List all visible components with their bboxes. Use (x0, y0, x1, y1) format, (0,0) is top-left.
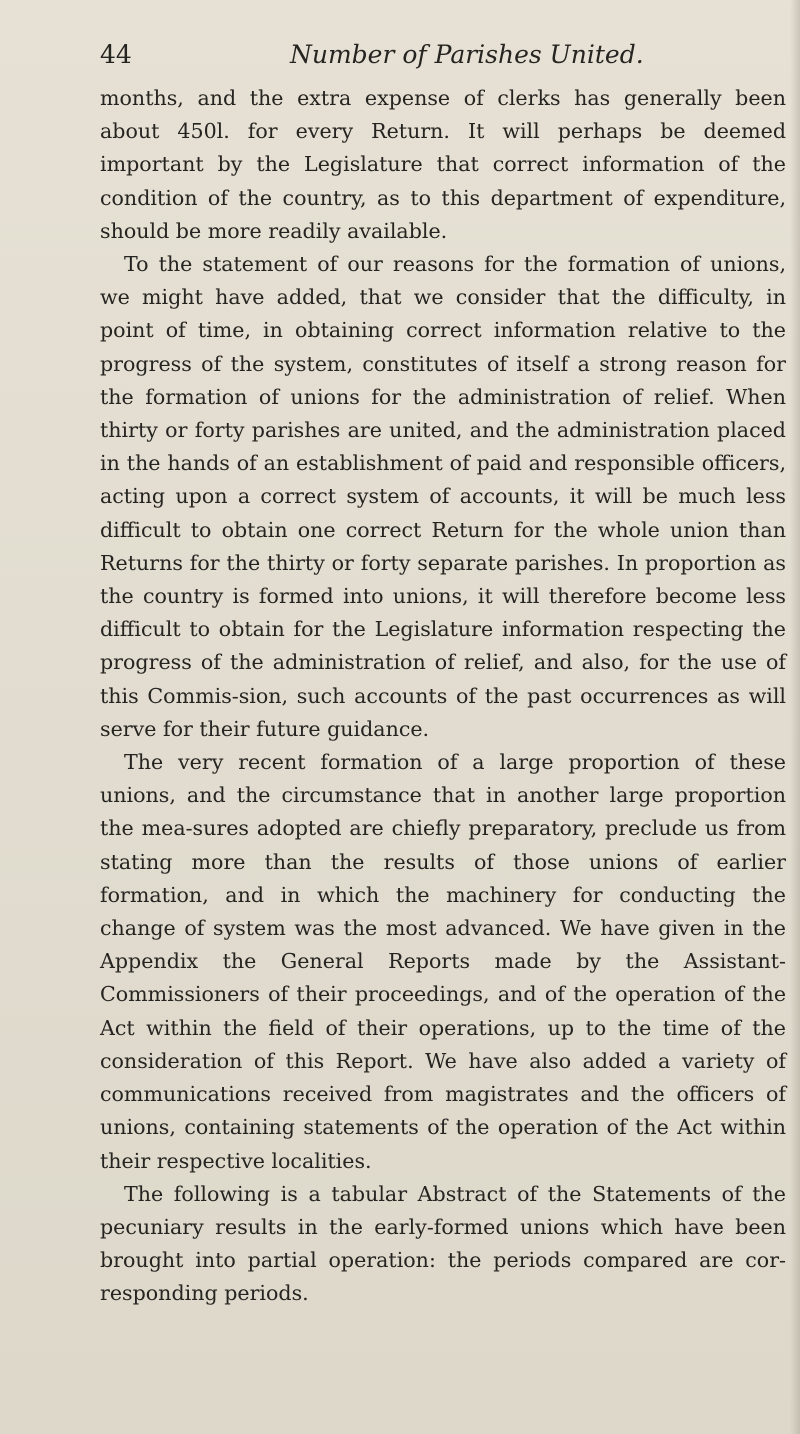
paragraph-1: months, and the extra expense of clerks has generally been about 450l. for every Return. It will perhaps be deemed important by the Legislature that correct information of the condition of the country, as to this department of expenditure, should be more readily available. (100, 86, 786, 243)
page-edge-shadow (790, 0, 800, 1434)
page-header (100, 40, 786, 70)
paragraph-2: To the statement of our reasons for the formation of unions, we might have added, that we consider that the difficulty, in point of time, in obtaining correct information relative to the progress of the system, constitutes of itself a strong reason for the formation of unions for the administration of relief. When thirty or forty parishes are united, and the administration placed in the hands of an establishment of paid and responsible officers, acting upon a correct system of accounts, it will be much less difficult to obtain one correct Return for the whole union than Returns for the thirty or forty separate parishes. In proportion as the country is formed into unions, it will therefore become less difficult to obtain for the Legislature information respecting the progress of the administration of relief, and also, for the use of this Commis-sion, such accounts of the past occurrences as will serve for their future guidance. (100, 252, 786, 741)
paragraph-3: The very recent formation of a large proportion of these unions, and the circumstance that in another large proportion the mea-sures adopted are chiefly preparatory, preclude us from stating more than the results of those unions of earlier formation, and in which the machinery for conducting the change of system was the most advanced. We have given in the Appendix the General Reports made by the Assistant-Commissioners of their proceedings, and of the operation of the Act within the field of their operations, up to the time of the consideration of this Report. We have also added a variety of communications received from magistrates and the officers of unions, containing statements of the operation of the Act within their respective localities. (100, 750, 786, 1173)
page-number: 44 (100, 40, 132, 69)
running-title: Number of Parishes United. (290, 40, 644, 69)
body-text (100, 82, 786, 1311)
paragraph-4: The following is a tabular Abstract of the Statements of the pecuniary results in the early-formed unions which have been brought into partial operation: the periods compared are cor-responding periods. (100, 1181, 786, 1306)
